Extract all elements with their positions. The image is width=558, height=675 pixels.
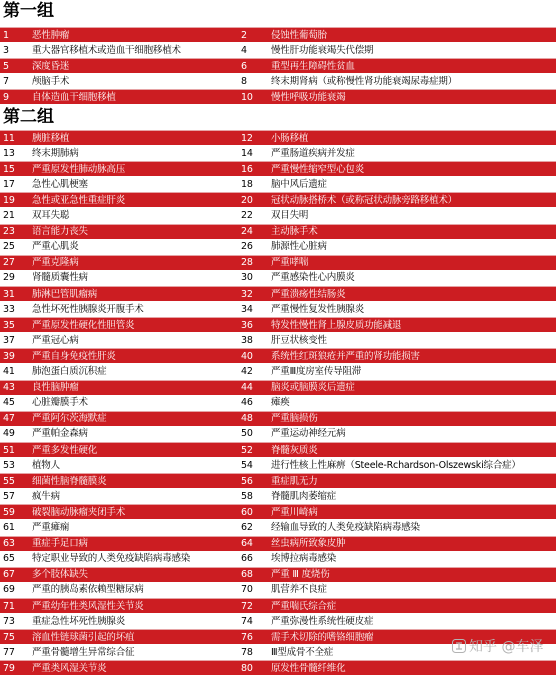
- disease-name-right: 肌营养不良症: [271, 584, 327, 596]
- disease-name-right: 严重感染性心内膜炎: [271, 272, 355, 284]
- table-row: [0, 286, 556, 301]
- disease-name-right: 终末期肾病（或称慢性肾功能衰竭尿毒症期）: [271, 75, 458, 87]
- row-number-right: 74: [241, 615, 253, 627]
- row-number-right: 16: [240, 161, 271, 176]
- table-row: [0, 567, 556, 582]
- row-number-left: 71: [0, 598, 32, 613]
- disease-name-left: 细菌性脑脊髓膜炎: [32, 473, 240, 488]
- table-row: [0, 598, 556, 613]
- disease-name-right: 冠状动脉搭桥术（或称冠状动脉旁路移植术）: [271, 192, 556, 207]
- row-number-left: 49: [3, 428, 15, 440]
- disease-name-right: 埃博拉病毒感染: [271, 553, 337, 565]
- disease-name-right: 严重 Ⅲ 度烧伤: [271, 567, 556, 582]
- disease-name-right: 严重Ⅲ度房室传导阻滞: [271, 366, 362, 377]
- row-number-right: 54: [241, 459, 253, 471]
- disease-name-left: 严重的胰岛素依赖型糖尿病: [32, 584, 144, 596]
- row-number-right: 10: [240, 89, 271, 104]
- row-number-right: 66: [241, 553, 253, 565]
- disease-name-left: 严重阿尔茨海默症: [32, 411, 240, 426]
- row-number-left: 69: [3, 584, 15, 596]
- disease-name-left: 重症急性坏死性胰腺炎: [32, 615, 126, 627]
- disease-name-right: 严重喘氏综合症: [271, 598, 556, 613]
- disease-name-left: 植物人: [32, 459, 60, 471]
- row-number-right: 32: [240, 286, 271, 301]
- row-number-left: 63: [0, 536, 32, 551]
- disease-name-right: 原发性骨髓纤维化: [271, 660, 556, 675]
- disease-name-left: 急性或亚急性重症肝炎: [32, 192, 240, 207]
- row-number-right: 38: [241, 334, 253, 346]
- disease-name-left: 心脏瓣膜手术: [32, 397, 88, 409]
- row-number-right: 62: [241, 522, 253, 533]
- table-row: [0, 208, 556, 223]
- row-number-left: 25: [3, 241, 15, 253]
- row-number-right: 28: [240, 255, 271, 270]
- row-number-right: 78: [241, 646, 253, 658]
- row-number-right: 8: [241, 75, 247, 87]
- row-number-right: 70: [241, 584, 253, 596]
- row-number-left: 47: [0, 411, 32, 426]
- table-row: [0, 161, 556, 176]
- disease-name-left: 严重瘫痫: [32, 522, 70, 533]
- disease-name-left: 多个肢体缺失: [32, 567, 240, 582]
- disease-name-right: 严重慢性缩窄型心包炎: [271, 161, 556, 176]
- disease-name-right: 严重川崎病: [271, 504, 556, 519]
- disease-name-left: 严重自身免疫性肝炎: [32, 348, 240, 363]
- row-number-left: 29: [3, 272, 15, 284]
- row-number-left: 43: [0, 380, 32, 395]
- row-number-left: 15: [0, 161, 32, 176]
- row-number-right: 48: [240, 411, 271, 426]
- disease-name-left: 溶血性链球菌引起的坏疽: [32, 629, 240, 644]
- row-number-right: 6: [240, 58, 271, 73]
- disease-name-right: 脊髓肌肉萎缩症: [271, 490, 337, 502]
- row-number-right: 60: [240, 504, 271, 519]
- disease-name-right: 严重哮喘: [271, 255, 556, 270]
- disease-name-left: 语言能力丧失: [32, 224, 240, 239]
- disease-name-left: 严重骨髓增生异常综合征: [32, 646, 135, 658]
- disease-name-right: 经输血导致的人类免疫缺陷病毒感染: [271, 522, 420, 533]
- row-number-left: 41: [3, 366, 15, 377]
- table-row: [0, 364, 556, 379]
- disease-name-right: 双目失明: [271, 210, 309, 221]
- table-row: [0, 411, 556, 426]
- row-number-right: 42: [241, 366, 253, 377]
- row-number-right: 36: [240, 317, 271, 332]
- row-number-right: 52: [240, 442, 271, 457]
- row-number-right: 68: [240, 567, 271, 582]
- row-number-left: 35: [0, 317, 32, 332]
- disease-name-left: 急性坏死性胰腺炎开腹手术: [32, 303, 144, 315]
- table-row: [0, 317, 556, 332]
- disease-name-right: 主动脉手术: [271, 224, 556, 239]
- table-row: [0, 395, 556, 410]
- row-number-left: 21: [3, 210, 15, 221]
- disease-name-left: 严重原发性肺动脉高压: [32, 161, 240, 176]
- disease-name-left: 深度昏迷: [32, 58, 240, 73]
- disease-name-left: 肾髓质囊性病: [32, 272, 88, 284]
- row-number-right: 76: [240, 629, 271, 644]
- disease-name-left: 严重心肌炎: [32, 241, 79, 253]
- table-row: [0, 130, 556, 145]
- table-row: [0, 43, 556, 58]
- table-row: [0, 74, 556, 89]
- disease-name-left: 严重类风湿关节炎: [32, 660, 240, 675]
- disease-name-right: 脊髓灰质炎: [271, 442, 556, 457]
- row-number-left: 13: [3, 147, 15, 159]
- table-row: [0, 520, 556, 535]
- row-number-left: 33: [3, 303, 15, 315]
- row-number-left: 5: [0, 58, 32, 73]
- disease-name-right: 肝豆状核变性: [271, 334, 327, 346]
- table-row: [0, 504, 556, 519]
- row-number-right: 20: [240, 192, 271, 207]
- watermark: [452, 636, 543, 656]
- row-number-left: 61: [3, 522, 15, 533]
- row-number-left: 9: [0, 89, 32, 104]
- disease-name-right: 小肠移植: [271, 130, 556, 145]
- row-number-right: 80: [240, 660, 271, 675]
- row-number-left: 67: [0, 567, 32, 582]
- disease-name-right: 需手术切除的嗜铬细胞瘤: [271, 629, 556, 644]
- row-number-left: 45: [3, 397, 15, 409]
- heading-group-2: 第二组: [3, 107, 54, 127]
- row-number-right: 46: [241, 397, 253, 409]
- row-number-left: 11: [0, 130, 32, 145]
- disease-name-left: 重症手足口病: [32, 536, 240, 551]
- table-row: [0, 536, 556, 551]
- row-number-left: 1: [0, 27, 32, 42]
- disease-name-right: 特发性慢性肾上腺皮质功能减退: [271, 317, 556, 332]
- disease-name-right: 脑中风后遗症: [271, 178, 327, 190]
- row-number-left: 39: [0, 348, 32, 363]
- row-number-left: 73: [3, 615, 15, 627]
- table-row: [0, 614, 556, 629]
- row-number-right: 34: [241, 303, 253, 315]
- row-number-right: 44: [240, 380, 271, 395]
- row-number-left: 77: [3, 646, 15, 658]
- disease-name-left: 破裂脑动脉瘤夹闭手术: [32, 504, 240, 519]
- table-row: [0, 239, 556, 254]
- row-number-left: 23: [0, 224, 32, 239]
- disease-name-left: 疯牛病: [32, 490, 60, 502]
- row-number-right: 72: [240, 598, 271, 613]
- disease-name-right: 严重运动神经元病: [271, 428, 346, 440]
- disease-name-right: 系统性红斑狼疮并严重的肾功能损害: [271, 348, 556, 363]
- table-row: [0, 302, 556, 317]
- table-row: [0, 89, 556, 104]
- row-number-right: 24: [240, 224, 271, 239]
- row-number-left: 75: [0, 629, 32, 644]
- table-row: [0, 473, 556, 488]
- disease-name-left: 严重多发性硬化: [32, 442, 240, 457]
- row-number-right: 40: [240, 348, 271, 363]
- table-row: [0, 192, 556, 207]
- zhihu-logo-icon: [452, 639, 466, 653]
- row-number-right: 12: [240, 130, 271, 145]
- disease-name-left: 严重帕金森病: [32, 428, 88, 440]
- table-row: [0, 270, 556, 285]
- disease-name-left: 严重冠心病: [32, 334, 79, 346]
- row-number-right: 26: [241, 241, 253, 253]
- table-row: [0, 426, 556, 441]
- disease-name-left: 严重幼年性类风湿性关节炎: [32, 598, 240, 613]
- row-number-left: 7: [3, 75, 9, 87]
- disease-name-left: 肺泡蛋白质沉积症: [32, 366, 107, 377]
- row-number-left: 55: [0, 473, 32, 488]
- disease-name-left: 严重原发性硬化性胆管炎: [32, 317, 240, 332]
- row-number-left: 59: [0, 504, 32, 519]
- disease-name-right: Ⅲ型成骨不全症: [271, 646, 334, 658]
- watermark-text: 知乎 @车泽: [469, 639, 544, 655]
- row-number-right: 18: [241, 178, 253, 190]
- table-row: [0, 489, 556, 504]
- row-number-left: 51: [0, 442, 32, 457]
- disease-name-left: 特定职业导致的人类免疫缺陷病毒感染: [32, 553, 191, 565]
- disease-name-left: 重大器官移植术或造血干细胞移植术: [32, 44, 181, 56]
- row-number-left: 79: [0, 660, 32, 675]
- disease-name-right: 慢性肝功能衰竭失代偿期: [271, 44, 374, 56]
- disease-name-left: 自体造血干细胞移植: [32, 89, 240, 104]
- disease-name-right: 进行性核上性麻痹（Steele-Rchardson-Olszewski综合症）: [271, 459, 521, 471]
- disease-name-right: 严重溃疡性结肠炎: [271, 286, 556, 301]
- table-row: [0, 442, 556, 457]
- disease-name-right: 严重慢性复发性胰腺炎: [271, 303, 365, 315]
- row-number-right: 58: [241, 490, 253, 502]
- table-row: [0, 551, 556, 566]
- table-row: [0, 333, 556, 348]
- disease-name-left: 颅脑手术: [32, 75, 70, 87]
- table-row: [0, 380, 556, 395]
- disease-name-right: 肺源性心脏病: [271, 241, 327, 253]
- disease-name-left: 胰脏移植: [32, 130, 240, 145]
- table-row: [0, 58, 556, 73]
- row-number-right: 2: [240, 27, 271, 42]
- disease-name-left: 肺淋巴管肌瘤病: [32, 286, 240, 301]
- row-number-left: 53: [3, 459, 15, 471]
- disease-name-left: 终末期肺病: [32, 147, 79, 159]
- disease-name-right: 重症肌无力: [271, 473, 556, 488]
- table-row: [0, 582, 556, 597]
- row-number-right: 64: [240, 536, 271, 551]
- disease-name-right: 严重肠道疾病并发症: [271, 147, 355, 159]
- disease-name-right: 侵蚀性葡萄胎: [271, 27, 556, 42]
- heading-group-1: 第一组: [3, 1, 54, 21]
- row-number-left: 3: [3, 44, 9, 56]
- row-number-right: 30: [241, 272, 253, 284]
- table-row: [0, 660, 556, 675]
- disease-name-left: 双耳失聪: [32, 210, 70, 221]
- row-number-left: 19: [0, 192, 32, 207]
- table-row: [0, 146, 556, 161]
- row-number-left: 37: [3, 334, 15, 346]
- disease-name-left: 严重克隆病: [32, 255, 240, 270]
- table-row: [0, 177, 556, 192]
- disease-name-left: 急性心肌梗塞: [32, 178, 88, 190]
- row-number-right: 22: [241, 210, 253, 221]
- disease-name-right: 丝虫病所致象皮肿: [271, 536, 556, 551]
- disease-name-right: 瘫痪: [271, 397, 290, 409]
- table-row: [0, 255, 556, 270]
- row-number-right: 4: [241, 44, 247, 56]
- row-number-left: 17: [3, 178, 15, 190]
- row-number-left: 57: [3, 490, 15, 502]
- table-row: [0, 348, 556, 363]
- row-number-right: 56: [240, 473, 271, 488]
- disease-name-right: 严重脑损伤: [271, 411, 556, 426]
- disease-name-left: 恶性肿瘤: [32, 27, 240, 42]
- disease-name-right: 重型再生障碍性贫血: [271, 58, 556, 73]
- row-number-right: 14: [241, 147, 253, 159]
- table-row: [0, 224, 556, 239]
- disease-name-right: 严重弥漫性系统性硬皮症: [271, 615, 374, 627]
- disease-name-right: 慢性呼吸功能衰竭: [271, 89, 556, 104]
- table-row: [0, 458, 556, 473]
- row-number-left: 27: [0, 255, 32, 270]
- disease-name-right: 脑炎或脑膜炎后遗症: [271, 380, 556, 395]
- row-number-left: 31: [0, 286, 32, 301]
- row-number-left: 65: [3, 553, 15, 565]
- table-row: [0, 27, 556, 42]
- row-number-right: 50: [241, 428, 253, 440]
- disease-name-left: 良性脑肿瘤: [32, 380, 240, 395]
